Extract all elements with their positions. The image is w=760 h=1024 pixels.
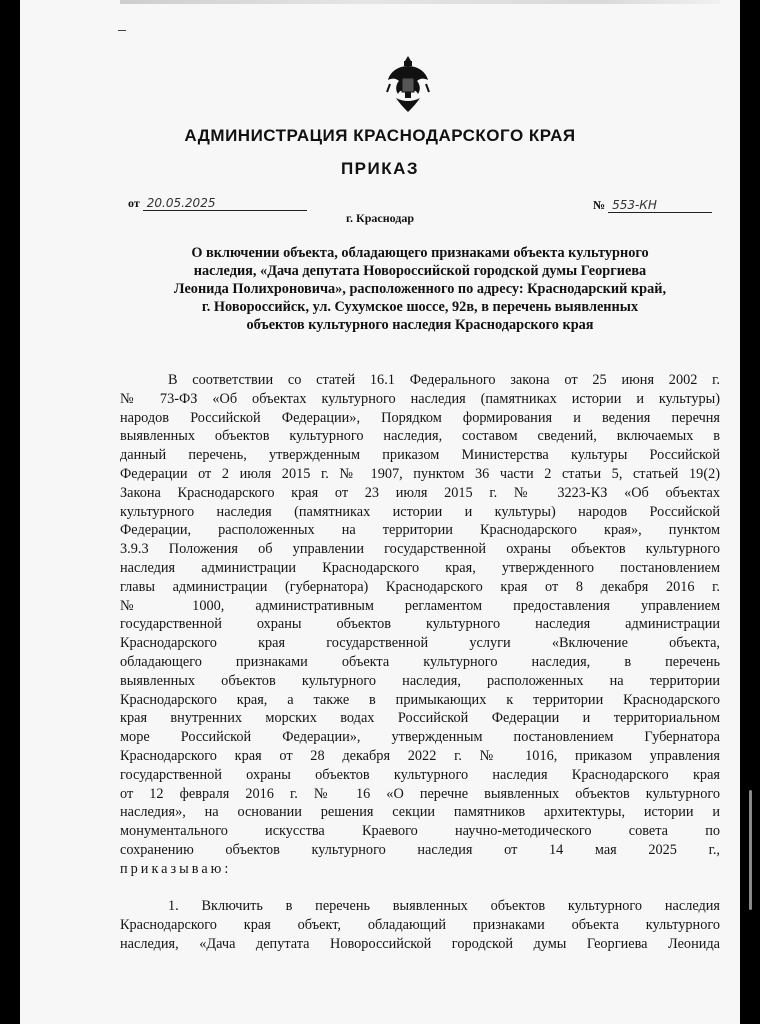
title-line: г. Новороссийск, ул. Сухумское шоссе, 92в, в перечень выявленных bbox=[201, 299, 639, 315]
body-line: Федерации, расположенных на территории Краснодарского края», пунктом bbox=[120, 522, 720, 539]
body-line: края внутренних морских водах Российской Федерации и территориальном bbox=[120, 710, 720, 727]
point-line: наследия, «Дача депутата Новороссийской городской думы Георгиева Леонида bbox=[120, 935, 720, 952]
body-line: главы администрации (губернатора) Краснодарского края от 8 декабря 2016 г. bbox=[120, 578, 720, 595]
body-line: наследия», на основании решения секции памятников архитектуры, истории и bbox=[120, 804, 720, 821]
point-line: 1. Включить в перечень выявленных объектов культурного наследия bbox=[168, 898, 720, 914]
body-line: Закона Краснодарского края от 23 июля 2015 г. № 3223-КЗ «Об объектах bbox=[120, 484, 720, 501]
title-line: О включении объекта, обладающего признаками объекта культурного bbox=[191, 245, 649, 261]
body-line: Федерации от 2 июля 2015 г. № 1907, пунктом 36 части 2 статьи 5, статьей 19(2) bbox=[120, 465, 720, 482]
body-line: народов Российской Федерации», Порядком формирования и ведения перечня bbox=[120, 409, 720, 426]
body-line: культурного наследия (памятниках истории и культуры) народов Российской bbox=[120, 503, 720, 520]
scan-edge bbox=[120, 0, 720, 4]
body-line: государственной охраны объектов культурного наследия Краснодарского края bbox=[120, 766, 720, 783]
body-line: сохранению объектов культурного наследия от 14 мая 2025 г., bbox=[120, 841, 720, 858]
body-line: от 12 февраля 2016 г. № 16 «О перечне выявленных объектов культурного bbox=[120, 785, 720, 802]
city: г. Краснодар bbox=[345, 211, 415, 225]
body-line: наследия администрации Краснодарского края, утвержденного постановлением bbox=[120, 559, 720, 576]
document-type: ПРИКАЗ bbox=[340, 159, 420, 178]
body-line: № 1000, административным регламентом предоставления управлением bbox=[120, 597, 720, 614]
point-line: Краснодарского края объект, обладающий признаками объекта культурного bbox=[120, 916, 720, 933]
body-line: 3.9.3 Положения об управлении государственной охраны объектов культурного bbox=[120, 541, 720, 558]
body-line: море Российской Федерации», утвержденным постановлением Губернатора bbox=[120, 729, 720, 746]
order-point-1 bbox=[120, 897, 720, 953]
number-prefix: № bbox=[593, 198, 606, 212]
date-value: 20.05.2025 bbox=[143, 196, 307, 211]
scan-mark bbox=[118, 30, 126, 31]
number-value: 553-КН bbox=[608, 198, 712, 213]
body-line: Краснодарского края от 28 декабря 2022 г. № 1016, приказом управления bbox=[120, 747, 720, 764]
title-line: наследия, «Дача депутата Новороссийской городской думы Георгиева bbox=[193, 263, 647, 279]
title-line: Леонида Полихроновича», расположенного по адресу: Краснодарский край, bbox=[173, 281, 667, 297]
document-page bbox=[20, 0, 740, 1024]
scrollbar-thumb[interactable] bbox=[749, 790, 752, 910]
date-field bbox=[128, 196, 307, 211]
body-line: выявленных объектов культурного наследия, расположенных на территории bbox=[120, 672, 720, 689]
body-line: монументального искусства Краевого научно-методического совета по bbox=[120, 823, 720, 840]
body-line-orders: приказываю: bbox=[120, 860, 232, 877]
body-line: Краснодарского края, а также в примыкающих к территории Краснодарского bbox=[120, 691, 720, 708]
order-body bbox=[120, 371, 720, 879]
body-line: обладающего признаками объекта культурного наследия, в перечень bbox=[120, 653, 720, 670]
coat-of-arms-emblem bbox=[386, 54, 430, 114]
body-line: данный перечень, утвержденным приказом Министерства культуры Российской bbox=[120, 447, 720, 464]
body-line: Краснодарского края государственной услуги «Включение объекта, bbox=[120, 635, 720, 652]
body-line: № 73-ФЗ «Об объектах культурного наследия (памятниках истории и культуры) bbox=[120, 390, 720, 407]
order-title bbox=[120, 244, 720, 334]
organization-name: АДМИНИСТРАЦИЯ КРАСНОДАРСКОГО КРАЯ bbox=[184, 126, 576, 145]
title-line: объектов культурного наследия Краснодарского края bbox=[246, 317, 594, 333]
body-line: В соответствии со статей 16.1 Федерального закона от 25 июня 2002 г. bbox=[168, 372, 720, 388]
body-line: государственной охраны объектов культурного наследия администрации bbox=[120, 616, 720, 633]
body-line: выявленных объектов культурного наследия, составом сведений, включаемых в bbox=[120, 428, 720, 445]
date-prefix: от bbox=[128, 196, 140, 210]
